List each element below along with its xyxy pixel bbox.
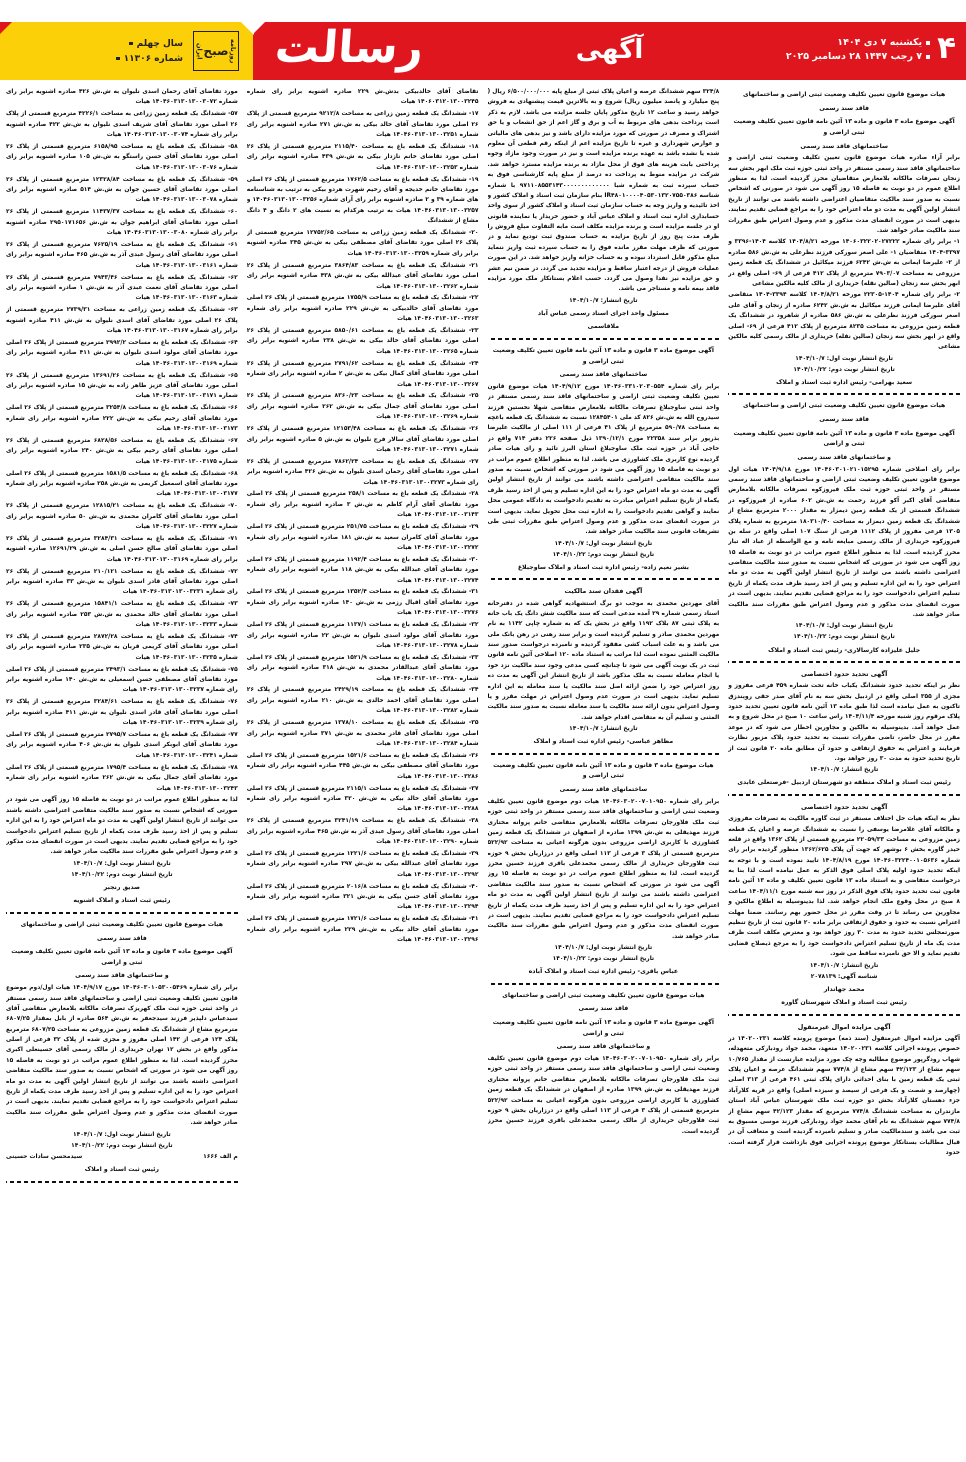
date-lines [786, 26, 930, 62]
column-1-right [728, 87, 960, 1432]
list-item: ۵۷- ششدانگ یک قطعه زمین زراعی به مساحت ۴۲۲۶/۱ مترمربع قسمتی از پلاک ۲۶ اصلی مورد تقاضای آقای شریف اسدی نلیوان به ش.ش ۴۲۲ صادره اشنویه برابر رای شماره ۱۴۰۴۶۰۳۱۳۰۱۳۰۰۳۰۷۴ هیات [6, 111, 238, 139]
signature-name: صدیق رنجبر [103, 883, 141, 891]
heading-line: و ساختمانهای فاقد سند رسمی [556, 1043, 651, 1051]
publication-date: تاریخ انتشار نوبت اول: ۱۴۰۴/۱۰/۷ [73, 1131, 171, 1138]
page-meta [786, 24, 956, 64]
list-item: ۳۰- ششدانگ یک قطعه باغ به مساحت ۱۱۹۲/۴ مترمربع قسمتی از پلاک ۲۶ اصلی مورد تقاضای آقای عبدالله بیکی به ش.ش ۱۱۸ صادره اشنویه برابر رای شماره ۱۴۰۴۶۰۳۱۳۰۱۳۰۰۳۲۷۴ هیات [246, 556, 479, 584]
signature-row [6, 1152, 238, 1163]
issue-label: شماره ۱۱۳۰۶ [123, 53, 183, 64]
heading-line: آگهی فقدان سند مالکیت [564, 587, 643, 596]
list-item: ۴۱- ششدانگ یک قطعه باغ به مساحت ۱۷۲۱/۶ مترمربع قسمتی از پلاک ۲۶ اصلی مورد تقاضای آقای خالد بیکی به ش.ش ۲۲۹ صادره اشنویه برابر رای شماره ۱۴۰۴۶۰۳۱۳۰۱۳۰۰۳۲۹۶ هیات [246, 916, 479, 943]
list-item: ۱۹- ششدانگ یک قطعه باغ به مساحت ۱۷۶۲/۵ مترمربع قسمتی از پلاک ۲۶ اصلی مورد تقاضای خانم خدیجه و آقای رحیم شهرت هردو بیکی به ترتیب به شناسنامه های شماره ۳۹ و ۲ صادره اشنویه برابر رای آرای شماره ۱۴۰۴۶۰۳۱۳۰۱۳۰۰۳۲۵۶ و ۱۴۰۴۶۰۳۱۳۰۱۳۰۰۳۲۵۷ هیات به ترتیب هرکدام به نسبت های ۲ دانگ و ۴ دانگ مشاع از ششدانگ [246, 176, 479, 225]
publication-date: تاریخ انتشار: ۱۴۰۴/۱۰/۷ [569, 726, 638, 733]
list-item: ۲۲- ششدانگ یک قطعه باغ به مساحت ۱۷۵۵/۹ مترمربع قسمتی از پلاک ۲۶ اصلی مورد تقاضای آقای خالدبیکی به ش.ش ۲۲۹ صادره اشنویه برابر رای شماره ۱۴۰۴۶۰۳۱۳۰۱۳۰۰۳۲۶۳ هیات [246, 295, 479, 323]
article-body: نظر بر اینکه تحدید حدود ششدانگ یکباب خانه تحت شماره ۴۵۹ فرعی مفروز و مجزی از ۳۵۵ اصلی واقع در اردبیل بخش سه به نام آقای صدر حقی رویندزق تاکنون به عمل نیامده است لذا طبق ماده ۱۳ آئین نامه قانون تعیین تحدید حدود پلاک مرقوم روز شنبه مورخه ۱۴۰۴/۱۱/۴ راس ساعت ۱۰ صبح در محل شروع و به عمل خواهد آمد. بدینوسیله به مالکین و مجاورین اخطار می شود که در موعد مقرر در محل حاضر، تاضی مقررات نسبت به تحدید حدود پلاک مزبور نظارت فرمایند و اعتراض به حقوق ارتفاقی و حدود آن مطابق ماده ۲۰ قانون ثبت از تاریخ تحدید حدود به مدت ۳۰ روز خواهد بود. [728, 683, 960, 762]
article-body: برابر رای شماره ۱۴۰۴۶۰۳۰۲۰۰۷۰۱۰۹۵۰ هیات دوم موضوع قانون تعیین تکلیف وضعیت ثبتی اراضی و ساختمانهای فاقد سند رسمی مستقر در واحد ثبتی حوزه ثبت ملک فلاورجان تصرفات مالکانه بلامعارض متقاضی خانم پروانه مختاری فرزند مهدیقلی به ش.ش ۱۳۹۹ صادره از اصفهان در ششدانگ یک قطعه زمین کشاورزی با کاربری اراضی مزروعی بدون هرگونه اعیانی به مساحت ۵۲۲/۹۲ مترمربع قسمتی از پلاک ۳ فرعی از ۱۱۳ اصلی واقع در درزاریان بخش ۹ حوزه ثبت فلاورجان خریداری از مالک رسمی محمدعلی باقری فرزند حسین محرز گردیده است. لذا به منظور اطلاع عموم مراتب در دو نوبت به فاصله ۱۵ روز آگهی می شود در صورتی که اشخاص نسبت به صدور سند مالکیت متقاضی اعتراضی داشته باشند می توانند از تاریخ انتشار اولین آگهی به مدت دو ماه اعتراض خود را به این اداره تسلیم و پس از اخذ رسید ظرف مدت یکماه از تاریخ تسلیم اعتراض دادخواست خود را به مراجع قضایی تقدیم نمایند. بدیهی است در صورت انقضای مدت مذکور و عدم وصول اعتراض طبق مقررات سند مالکیت صادر خواهد شد. [487, 798, 720, 940]
signature-title: رئیس ثبت اسناد و املاک اشنویه [73, 897, 171, 905]
heading-line: فاقد سند رسمی [819, 415, 870, 423]
list-item: ۶۵- ششدانگ یک قطعه باغ به مساحت ۱۳۶۹۱/۲۶ مترمربع قسمتی از پلاک ۲۶ اصلی مورد تقاضای آقای عزیز طاهر زاده به ش.ش ۱۵ صادره اشنویه برابر رای شماره ۱۴۰۴۶۰۳۱۳۰۱۳۰۰۳۱۷۱ هیات [6, 372, 238, 400]
article-closing: لذا به منظور اطلاع عموم مراتب در دو نوبت به فاصله ۱۵ روز آگهی می شود در صورتی که اشخاص نسبت به صدور سند مالکیت متقاضی اعتراضی داشته باشند می توانند از تاریخ انتشار اولین آگهی به مدت دو ماه اعتراض خود را به این اداره تسلیم و پس از اخذ رسید ظرف مدت یکماه از تاریخ تسلیم اعتراض دادخواست خود را به مراجع قضایی تقدیم نمایند. بدیهی است در صورت انقضای مدت مذکور و عدم وصول اعتراض طبق مقررات سند مالکیت صادر خواهد شد. [6, 797, 238, 856]
publication-date: تاریخ انتشار نوبت اول: ۱۴۰۴/۱۰/۷ [554, 945, 653, 952]
list-item: ۷۳- ششدانگ یک قطعه باغ به مساحت ۱۵۸۴۱/۱ مترمربع قسمتی از پلاک ۲۶ اصلی مورد تقاضای آقای خالد محمدی به ش.ش ۲۵۳ صادره اشنویه برابر رای شماره ۱۴۰۴۶۰۳۱۳۰۱۳۰۰۳۲۳۳ هیات [6, 601, 238, 629]
signature-line: رئیس ثبت اسناد و املاک منطقه دو شهرستان اردبیل -فرصتعلی عابدی [737, 779, 951, 787]
heading-line: آگهی موضوع ماده ۳ قانون و ماده ۱۳ آئین نامه قانون تعیین تکلیف وضعیت ثبتی اراضی و [733, 118, 955, 136]
heading-line: آگهی موضوع ماده ۳ قانون و ماده ۱۳ آئین نامه قانون تعیین تکلیف وضعیت ثبتی و اراضی [11, 948, 233, 966]
list-item: ۲۶- ششدانگ یک قطعه باغ به مساحت ۱۲۱۵۳/۴۸ مترمربع قسمتی از پلاک ۲۶ اصلی مورد تقاضای آقای سالار فرج نلیوان به ش.ش ۵ صادره اشنویه برابر رای شماره ۱۴۰۴۶۰۳۱۳۰۱۳۰۰۳۲۷۱ هیات [246, 426, 479, 453]
section-title: آگهی [575, 35, 644, 65]
signature-line: مسئول واحد اجرای اسناد رسمی عباس آباد [537, 309, 669, 317]
article-heading [728, 669, 960, 680]
list-item: ۷۶- ششدانگ یک قطعه باغ به مساحت ۳۲۸۴/۶۱ مترمربع قسمتی از پلاک ۲۶ اصلی مورد تقاضای آقای قادر اسدی نلیوان به ش.ش ۴۱۱ صادره اشنویه برابر رای شماره ۱۴۰۴۶۰۳۱۳۰۱۳۰۰۳۲۳۹ هیات [6, 699, 238, 727]
list-item: ۲۱- ششدانگ یک قطعه باغ به مساحت ۳۸۶۴/۸۳ مترمربع قسمتی از پلاک ۲۶ اصلی مورد تقاضای آقای عبدالله بیکی به ش.ش ۴۳۸ صادره اشنویه برابر رای شماره ۱۴۰۴۶۰۳۱۳۰۱۳۰۰۳۲۶۲ هیات [246, 262, 479, 290]
heading-line: ساختمانهای فاقد سند رسمی [559, 371, 648, 379]
heading-line: ساختمانهای فاقد سند رسمی [559, 786, 648, 794]
list-item: ۲۸- ششدانگ یک قطعه باغ به مساحت ۲۵۸/۱ مترمربع قسمتی از پلاک ۲۶ اصلی مورد تقاضای آقای آرام کاظم به ش.ش ۳ صادره اشنویه برابر رای شماره ۱۴۰۴۶۰۳۱۳۰۱۳۰۰۳۱۴۳ هیات [246, 491, 479, 519]
publication-date: تاریخ انتشار نوبت دوم: ۱۴۰۴/۱۰/۲۲ [552, 956, 655, 963]
article-separator [488, 753, 720, 756]
year-row [116, 39, 183, 49]
list-item: ۶۲- ششدانگ یک قطعه باغ به مساحت ۷۹۴۳/۴۶ مترمربع قسمتی از پلاک ۲۶ اصلی مورد تقاضای آقای نعمت عبدی آذر به ش.ش ۱ صادره اشنویه برابر رای شماره ۱۴۰۴۶۰۳۱۳۰۱۳۰۰۳۱۶۳ هیات [6, 274, 238, 302]
article-separator [728, 661, 960, 664]
list-item: ۷۸- ششدانگ یک قطعه باغ به مساحت ۱۷۹۵/۴ مترمربع قسمتی از پلاک ۲۶ اصلی مورد تقاضای آقای جمال بیکی به ش.ش ۲۶۲ صادره اشنویه برابر رای شماره ۱۴۰۴۶۰۳۱۳۰۱۳۰۰۳۲۴۳ هیات [6, 764, 238, 792]
list-item: ۶۴- ششدانگ یک قطعه باغ به مساحت ۲۹۹۲/۲ مترمربع قسمتی از پلاک ۲۶ اصلی مورد تقاضای آقای مولود اسدی نلیوان به ش.ش ۴۱۱ صادره اشنویه برابر رای شماره ۱۴۰۴۶۰۳۱۳۰۱۳۰۰۳۱۶۹ هیات [6, 339, 238, 367]
bullet-square-icon [926, 41, 930, 45]
list-item: ۷۰- ششدانگ یک قطعه باغ به مساحت ۱۲۸۱۵/۲۱ مترمربع قسمتی از پلاک ۲۶ اصلی مورد تقاضای آقای کامران محمدی به ش.ش ۵۰ صادره اشنویه برابر رای شماره ۱۴۰۴۶۰۳۱۳۰۱۳۰۰۳۲۲۷ هیات [6, 503, 238, 531]
bullet-square-icon [129, 42, 133, 46]
heading-line: فاقد سند رسمی [96, 934, 147, 942]
article-heading [488, 346, 720, 381]
list-item: ۷۲- ششدانگ یک قطعه باغ به مساحت ۲۱۰/۱۲۱ مترمربع قسمتی از پلاک ۲۶ اصلی مورد تقاضای آقای قادر اسدی نلیوان به ش.ش ۳۳ صادره اشنویه برابر رای شماره ۱۴۰۴۶۰۳۱۳۰۱۳۰۰۳۲۳۱ هیات [6, 568, 238, 596]
publication-date: تاریخ انتشار: ۱۴۰۴/۱۰/۷ [809, 962, 879, 969]
list-item: ۷۱- ششدانگ یک قطعه باغ به مساحت ۳۲۸۴/۳۱ مترمربع قسمتی از پلاک ۲۶ اصلی مورد تقاضای آقای صالح حسن اصلی به ش.ش ۱۲۶۹۱/۲۹ صادره اشنویه برابر رای شماره ۱۴۰۴۶۰۳۱۳۰۱۳۰۰۳۱۶۹ هیات [6, 536, 238, 563]
issue-row [116, 54, 183, 64]
corner-notch-red-icon [0, 22, 12, 34]
list-item: ۳۴- ششدانگ یک قطعه باغ به مساحت ۲۴۲۹/۱۹ مترمربع قسمتی از پلاک ۲۶ اصلی مورد تقاضای آقای احمد خالدی به ش.ش ۲۱۰ صادره اشنویه برابر رای شماره ۱۴۰۴۶۰۳۱۳۰۱۳۰۰۳۲۸۲ هیات [246, 687, 479, 715]
list-item: ۲۹- ششدانگ یک قطعه باغ به مساحت ۲۵۱/۷۵ مترمربع قسمتی از پلاک ۲۶ اصلی مورد تقاضای آقای کامران سعید به ش.ش ۱۸۱ صادره اشنویه برابر رای شماره ۱۴۰۴۶۰۳۱۳۰۱۳۰۰۳۲۷۲ هیات [246, 524, 479, 551]
list-item: ۲۳- ششدانگ یک قطعه باغ به مساحت ۵۸۵۰/۶۱ مترمربع قسمتی از پلاک ۲۶ اصلی مورد تقاضای آقای خالد بیکی به ش.ش ۲۳۸ صادره اشنویه برابر رای شماره ۱۴۰۴۶۰۳۱۳۰۱۳۰۰۳۲۶۵ هیات [246, 328, 479, 355]
article-separator [728, 794, 960, 797]
column-3-mid-left [247, 87, 479, 1432]
page-number: ۴ [937, 30, 956, 66]
list-item: ۲۵- ششدانگ یک قطعه باغ به مساحت ۸۳۶۰/۲۳ مترمربع قسمتی از پلاک ۲۶ اصلی مورد تقاضای آقای جمال بیکی به ش.ش ۲۶۲ صادره اشنویه برابر رای شماره ۱۴۰۴۶۰۳۱۳۰۱۳۰۰۳۲۶۹ هیات [246, 393, 479, 421]
list-item: ۲۷- ششدانگ یک قطعه باغ به مساحت ۷۸۶۲/۲۴ مترمربع قسمتی از پلاک ۲۶ اصلی مورد تقاضای آقای رحمان اسدی نلیوان به ش.ش ۴۲۶ صادره اشنویه برابر رای شماره ۱۴۰۴۶۰۳۱۳۰۱۳۰۰۳۲۷۳ هیات [246, 458, 479, 486]
article-body: مورد تقاضای آقای رحمان اسدی نلیوان به ش.ش ۴۲۶ صادره اشنویه برابر رای شماره ۱۴۰۴۶۰۳۱۳۰۱۳۰۰۳۰۷۲ هیات [6, 89, 238, 106]
list-item: ۲۴- ششدانگ یک قطعه باغ به مساحت ۲۷۹۱/۶۲ مترمربع قسمتی از پلاک ۲۶ اصلی مورد تقاضای آقای کمال بیکی به ش.ش ۲ صادره اشنویه برابر رای شماره ۱۴۰۴۶۰۳۱۳۰۱۳۰۰۳۲۶۷ هیات [246, 360, 479, 388]
article-heading [488, 586, 720, 597]
article-separator [488, 578, 720, 581]
date-solar: یکشنبه ۷ دی ۱۴۰۴ [837, 37, 923, 48]
article-body: برابر رای اصلاحی شماره ۱۴۰۴۶۰۳۰۱۰۲۱۰۱۵۲۹۵ مورخ ۱۴۰۴/۹/۱۸ هیات اول موضوع قانون تعیین تکلیف وضعیت ثبتی اراضی و ساختمانهای فاقد سند رسمی مستقر در واحد ثبتی حوزه ثبت ملک فیروزکوه تصرفات مالکانه بلامعارض متقاضی آقای اکبر آکو فرزند رحمت به ش.ش ۶۰۲ صادره از فیروزکوه در ششدانگ قسمتی از یک قطعه زمین دیمزار به مقدار ۲۰۰۰ مترمربع مشاع از ششدانگ یک قطعه زمین دیمزار به مساحت ۱۸۰۳۱۰/۴۰ مترمربع به شماره پلاک ۱۳۰۵ فرعی مفروز از پلاک ۱۱۱۲ فرعی از سنگ ۱۰۷ اصلی واقع در سله بن فیروزکوه خریداری از مالک رسمی مبایعه نامه و مع الواسطه از عباد اله تبار محرز گردیده است. لذا به منظور اطلاع عموم مراتب در دو نوبت به فاصله ۱۵ روز آگهی می شود در صورتی که اشخاص نسبت به صدور سند مالکیت متقاضی اعتراضی داشته باشند می توانند از تاریخ انتشار اولین آگهی به مدت دو ماه اعتراض خود را به این اداره تسلیم و پس از اخذ رسید ظرف مدت یکماه از تاریخ تسلیم اعتراض دادخواست خود را به مراجع قضایی تقدیم نمایند. بدیهی است در صورت انقضای مدت مذکور و عدم وصول اعتراض طبق مقررات سند مالکیت صادر خواهد شد. [728, 466, 960, 619]
list-item: ۶۳- ششدانگ یک قطعه زمین زراعی به مساحت ۲۷۳۹/۳۱ مترمربع قسمتی از پلاک ۲۶ اصلی مورد تقاضای آقای اسدی نلیوان به ش.ش ۴۱۱ صادره اشنویه برابر رای شماره ۱۴۰۴۶۰۳۱۳۰۱۳۰۰۳۱۶۷ هیات [6, 307, 238, 335]
newspaper-page [0, 22, 966, 1462]
signature-line: بشیر نعیم زاده- رئیس اداره ثبت اسناد و املاک ساوجبلاغ [517, 563, 689, 571]
list-item: ۲۰- ششدانگ یک قطعه زمین زراعی به مساحت ۱۲۷۵۲/۶۵ مترمربع قسمتی از پلاک ۲۶ اصلی مورد تقاضای آقای مصطفی بیکی به ش.ش ۳۴۵ صادره اشنویه برابر رای شماره ۱۴۰۴۶۰۳۱۳۰۱۳۰۰۳۲۵۹ هیات [246, 230, 479, 257]
article-body: برابر رای شماره ۱۴۰۴۶۰۳۰۱۰۵۳۰۰۵۴۶۹ مورخ ۱۴۰۴/۹/۱۷ هیات اول/دوم موضوع قانون تعیین تکلیف وضعیت ثبتی اراضی و ساختمانهای فاقد سند رسمی مستقر در واحد ثبتی حوزه ثبت ملک کهریزک تصرفات مالکانه بلامعارض متقاضی آقای سیدعباس دلپذیر فرزند سیدجعفر به ش.ش ۵۶۴ صادره از بابل بمقدار ۶۸۰۷/۲۵ مترمربع مشاع از ششدانگ یک قطعه زمین مزروعی به مساحت ۶۸۰۷/۲۵ مترمربع پلاک ۱۲۴ فرعی از ۱۴۲ اصلی مفروز و مجزی شده از پلاک ۳۲ فرعی از اصلی مذکور واقع در بخش ۱۲ تهران خریداری از مالک رسمی آقای حسینعلی اکبری محرز گردیده است. لذا به منظور اطلاع عموم مراتب در دو نوبت به فاصله ۱۵ روز آگهی می شود در صورتی که اشخاص نسبت به صدور سند مالکیت متقاضی اعتراضی داشته باشند می توانند از تاریخ انتشار اولین آگهی به مدت دو ماه اعتراض خود را به این اداره تسلیم و پس از اخذ رسید ظرف مدت یکماه از تاریخ تسلیم اعتراض دادخواست خود را به مراجع قضایی تقدیم نمایند. بدیهی است در صورت انقضای مدت مذکور و عدم وصول اعتراض طبق مقررات سند مالکیت صادر خواهد شد. [6, 985, 238, 1127]
article-heading [6, 920, 238, 982]
article-separator [728, 1014, 960, 1017]
article-heading [728, 802, 960, 813]
article-separator [6, 912, 238, 915]
list-item: ۶۸- ششدانگ یک قطعه باغ به مساحت ۱۵۸۱/۵ مترمربع قسمتی از پلاک ۲۶ اصلی مورد تقاضای آقای اسمعیل کریمی به ش.ش ۲۵۸ صادره اشنویه برابر رای شماره ۱۴۰۴۶۰۳۱۳۰۱۳۰۰۳۱۷۷ هیات [6, 470, 238, 498]
heading-line: هیات موضوع قانون تعیین تکلیف وضعیت ثبتی اراضی و ساختمانهای [20, 920, 223, 928]
column-2-mid-right [488, 87, 720, 1432]
list-item: ۷۷- ششدانگ یک قطعه باغ به مساحت ۲۷۹۵/۷ مترمربع قسمتی از پلاک ۲۶ اصلی مورد تقاضای آقای ابوبکر اسدی نلیوان به ش.ش ۴۰۶ صادره اشنویه برابر رای شماره ۱۴۰۴۶۰۳۱۳۰۱۳۰۰۳۲۴۱ هیات [6, 732, 238, 759]
heading-line: هیات موضوع قانون تعیین تکلیف وضعیت ثبتی اراضی و ساختمانهای [502, 991, 705, 999]
article-body: برابر رای شماره ۱۴۰۴۶۰۳۰۲۰۰۷۰۱۰۹۵۰ هیات دوم موضوع قانون تعیین تکلیف وضعیت ثبتی اراضی و ساختمانهای فاقد سند رسمی مستقر در واحد ثبتی حوزه ثبت ملک فلاورجان تصرفات مالکانه بلامعارض متقاضی خانم پروانه مختاری فرزند مهدیقلی به ش.ش ۱۳۹۹ صادره از اصفهان در ششدانگ یک قطعه زمین کشاورزی با کاربری اراضی مزروعی بدون هرگونه اعیانی به مساحت ۵۲۲/۹۲ مترمربع قسمتی از پلاک ۳ فرعی از ۱۱۳ اصلی واقع در درزاریان بخش ۹ حوزه ثبت فلاورجان خریداری از مالک رسمی محمدعلی باقری فرزند حسین محرز گردیده است. [487, 1056, 720, 1135]
list-item: ۳۷- ششدانگ یک قطعه باغ به مساحت ۲۱۱۵/۱ مترمربع قسمتی از پلاک ۲۶ اصلی مورد تقاضای آقای خالد بیکی به ش.ش ۳۲۰ صادره اشنویه برابر رای شماره ۱۴۰۴۶۰۳۱۳۰۱۳۰۰۳۲۸۸ هیات [246, 785, 479, 813]
article-body: ۱- برابر رای شماره ۱۴۰۶۰۳۲۲۰۲۰۲۷۲۲۲ مورخه ۱۴۰۴/۸/۲۱ کلاسه ۱۴۰۴-۳۳۹۶ و ۳۳۹۷-۱۴۰۴ متقاضیان ۱- علی اصغر سورکی فرزند نظرعلی به ش.ش ۵۸۶ صادره از ۲- علیرضا ایمانی به ش.ش ۶۲۴۲ فرزند میکائیل در ششدانگ یک قطعه زمین مزروعی به مساحت ۷۹۰۳/۰۷ مترمربع از پلاک ۴۱۲ فرعی از ۶۹- اصلی واقع در ابهر بخش سه زنجان (صالین نقله) خریداری از مالک کلیه مالکین مشاعی [728, 239, 960, 287]
list-item: ۵۸- ششدانگ یک قطعه باغ به مساحت ۶۱۵۸/۹۵ مترمربع قسمتی از پلاک ۲۶ اصلی مورد تقاضای آقای حسن راستگو به ش.ش ۱۰۵ صادره اشنویه برابر رای شماره ۱۴۰۴۶۰۳۱۳۰۱۳۰۰۳۰۷۶ هیات [6, 143, 238, 171]
masthead-yellow-band [0, 22, 253, 80]
heading-line: هیات موضوع قانون تعیین تکلیف وضعیت ثبتی اراضی و ساختمانهای [743, 91, 946, 98]
content-columns [0, 80, 966, 1428]
bullet-square-icon [926, 55, 930, 59]
heading-line: آگهی موضوع ماده ۳ قانون و ماده ۱۳ آئین نامه قانون تعیین تکلیف وضعیت ثبتی و اراضی [733, 429, 955, 448]
publication-date: تاریخ انتشار نوبت اول: ۱۴۰۴/۱۰/۷ [795, 623, 893, 630]
list-item: ۵۹- ششدانگ یک قطعه باغ به مساحت ۱۲۳۲۸/۸۴ مترمربع قسمتی از پلاک ۲۶ اصلی مورد تقاضای آقای حسین جوان به ش.ش ۵۱۴ صادره اشنویه برابر رای شماره ۱۴۰۴۶۰۳۱۳۰۱۳۰۰۳۰۷۸ هیات [6, 176, 238, 204]
heading-line: فاقد سند رسمی [578, 1005, 629, 1013]
newspaper-brand-logo: رسالت [273, 22, 426, 73]
article-separator [6, 1181, 238, 1184]
article-heading [728, 1022, 960, 1033]
article-body: تقاضای آقای خالدبیکی بدش.ش ۲۲۹ صادره اشنویه برابر رای شماره ۱۴۰۶۰۳۱۲۰۱۳۰۰۳۲۴۵ هیات [246, 89, 479, 106]
heading-line: و ساختمانهای فاقد سند رسمی [797, 453, 891, 461]
heading-line: آگهی مزایده اموال غیرمنقول [797, 1022, 891, 1031]
issue-meta [116, 39, 183, 64]
list-item: ۳۱- ششدانگ یک قطعه باغ به مساحت ۱۳۵۲/۴ مترمربع قسمتی از پلاک ۲۶ اصلی مورد تقاضای آقای اقبال رزمی به ش.ش ۱۴۰ صادره اشنویه برابر رای شماره ۱۴۰۴۶۰۳۱۳۰۱۳۰۰۳۲۷۶ هیات [246, 589, 479, 617]
heading-line: آگهی تحدید حدود اختصاصی [800, 670, 888, 679]
article-body: آگهی مزایده اموال غیرمنقول (سند ذمه) موضوع پرونده کلاسه ۱۴۰۲۰۰۲۳۱ در خصوص پرونده اجرائی کلاسه ۱۴۰۲۰۰۲۳۱ متعهد، محمد جواد رودبارکی متعهدله، شهاب رودگرپور موضوع مطالبه وجه چک مورد مزایده عبارتست از مقدار ۱۰/۷۶۵ سهم مشاع از ۴۲/۱۲۳ سهم مشاع از ۷۷۴/۸ سهم ششدانگ عرصه و اعیان پلاک ثبتی یک قطعه زمین با بنای احداثی دارای پلاک ثبتی ۴۶۱ فرعی از ۳۱۳ اصلی (چهارصد و شصت و یک فرعی از سیصد و سیزده اصلی) واقع در قریه کلارآباد جزء دهستان کلارآباد بخش دو حوزه ثبت ملک شهرستان عباس آباد استان مازندران به مساحت ششدانگ ۷۷۴/۸ مترمربع که مقدار ۴۲/۱۲۳ سهم مشاع از ۷۷۴/۸ سهم ششدانگ به نام آقای محمد جواد رودبارکی فرزند موسی مسبوق به ثبت می باشد و سندمالکیت صادر و تسلیم نامبرده گردیده است و متعاقب آن در قبال مطالبات بستانکار موضوع پرونده اجرایی فوق بازداشت قرار گرفته است. حدود [728, 1035, 960, 1157]
malef-code: م الف ۱۶۶۶ [203, 1152, 238, 1160]
article-heading [728, 90, 960, 152]
date-other-row [786, 51, 930, 62]
date-solar-row [786, 37, 930, 48]
publication-date: تاریخ انتشار نوبت دوم: ۱۴۰۴/۱۰/۲۲ [793, 634, 895, 641]
signature-line: عباس باقری- رئیس اداره ثبت اسناد و املاک آباده [528, 968, 679, 976]
list-item: ۴۰- ششدانگ یک قطعه باغ به مساحت ۲۰۱۶/۸ مترمربع قسمتی از پلاک ۲۶ اصلی مورد تقاضای آقای حسن بیکی به ش.ش ۳۲۱ صادره اشنویه برابر رای شماره ۱۴۰۴۶۰۳۱۳۰۱۳۰۰۳۲۹۴ هیات [246, 883, 479, 911]
publication-date: تاریخ انتشار نوبت اول: ۱۴۰۴/۱۰/۷ [73, 860, 171, 867]
list-item: ۳۹- ششدانگ یک قطعه باغ به مساحت ۱۲۲۱/۶ مترمربع قسمتی از پلاک ۲۶ اصلی مورد تقاضای آقای عبدالله بیکی به ش.ش ۲۹۷ صادره اشنویه برابر رای شماره ۱۴۰۴۶۰۳۱۳۰۱۳۰۰۳۲۹۲ هیات [246, 850, 479, 878]
publication-date: تاریخ انتشار نوبت دوم: ۱۴۰۴/۱۰/۲۲ [71, 871, 173, 878]
year-label: سال چهلم [136, 38, 183, 49]
article-heading [488, 761, 720, 796]
bullet-square-icon [116, 57, 120, 61]
signature-line: محمد جهاندار [823, 985, 865, 993]
list-item: ۳۵- ششدانگ یک قطعه باغ به مساحت ۱۳۷۸/۱۰ مترمربع قسمتی از پلاک ۲۶ اصلی مورد تقاضای آقای قادر محمدی به ش.ش ۳۷۱ صادره اشنویه برابر رای شماره ۱۴۰۴۶۰۳۱۳۰۱۳۰۰۳۲۸۴ هیات [246, 720, 479, 747]
signature-line: جلیل علیزاده کارسالاری- رئیس ثبت اسناد و املاک [768, 646, 921, 654]
logo-line-left: ایران [195, 42, 204, 60]
heading-line: و ساختمانهای فاقد سند رسمی [75, 972, 169, 980]
list-item: ۳۶- ششدانگ یک قطعه باغ به مساحت ۱۵۲۱/۶ مترمربع قسمتی از پلاک ۲۶ اصلی مورد تقاضای آقای مصطفی بیکی به ش.ش ۴۴۵ صادره اشنویه برابر رای شماره ۱۴۰۴۶۰۳۱۳۰۱۳۰۰۳۲۸۶ هیات [246, 752, 479, 780]
article-body: برابر رای شماره ۱۴۰۴۶۰۳۳۱۰۲۰۳۰۵۵۴ مورخ ۱۴۰۴/۹/۱۲ هیات موضوع قانون تعیین تکلیف وضعیت ثبتی اراضی و ساختمانهای فاقد سند رسمی مستقر در واحد ثبتی ساوجبلاغ تصرفات مالکانه بلامعارض متقاضی شهلا نخستین فرزند سیدروح الله به ش.ش ۸۲۶ کد ملی ۱۲۸۴۵۴۰۱ نسبت به ششدانگ یک قطعه باغچه به مساحت ۵۹۰/۷۸ مترمربع از پلاک ۴۱ فرعی از ۱۱۱ اصلی از مالکیت علیرضا بذرپور برابر سند ۲۲۳۵۸ مورخ ۱۳۹۰/۱۲/۱ ذیل صفحه ۲۲۶ دفتر ۷۱۴ واقع در حاجی آباد در حوزه ثبت ملک ساوجبلاغ استان البرز تائید و رای هیات صادر گردیده نوع کاربری ملک کشاورزی می باشد. لذا به منظور اطلاع عموم مراتب در دو نوبت به فاصله ۱۵ روز آگهی می شود در صورتی که اشخاص نسبت به صدور سند مالکیت متقاضی اعتراضی داشته باشند می توانند از تاریخ انتشار اولین آگهی به مدت دو ماه اعتراض خود را به این اداره تسلیم و پس از اخذ رسید ظرف یکماه از تاریخ تسلیم اعتراض مبادرت به تقدیم دادخواست به دادگاه عمومی محل نمایند و گواهی تقدیم دادخواست را به اداره ثبت محل تحویل نماید. بدیهی است در صورت انقضای مدت مذکور و عدم وصول اعتراض طبق مقررات ثبتی طی تشریفات قانونی سند مالکیت صادر خواهد شد. [487, 383, 720, 536]
article-body: ۲- برابر رای شماره ۱۴۰۴-۲۲۳۰۵ مورخه ۱۴۰۴/۸/۲۱ کلاسه ۳۳۹۴-۱۴۰۴ متقاضی آقای علیرضا ایمانی فرزند میکائیل به ش.ش ۶۲۴۲ صادره از زنجان و آقای علی اصغر سورکی فرزند نظرعلی به ش.ش ۵۸۶ صادره از شاهرود در ششدانگ یک قطعه زمین مزروعی به مساحت ۸۲۳۵ مترمربع از پلاک ۴۱۲ فرعی از ۶۹- اصلی واقع در ابهر بخش سه زنجان (صالین نقله) خریداری از مالک رسمی کلیه مالکین مشاعی [728, 292, 960, 351]
publication-date: تاریخ انتشار نوبت دوم: ۱۴۰۴/۱۰/۲۲ [71, 1142, 173, 1149]
signature-line: رئیس ثبت اسناد و املاک شهرستان گاوره [781, 999, 907, 1007]
article-separator [488, 983, 720, 986]
list-item: ۳۸- ششدانگ یک قطعه باغ به مساحت ۳۲۴۱/۱۹ مترمربع قسمتی از پلاک ۲۶ اصلی مورد تقاضای آقای رسول عبدی آذر به ش.ش ۴۶۵ صادره اشنویه برابر رای شماره ۱۴۰۴۶۰۳۱۳۰۱۳۰۰۳۲۹۰ هیات [246, 818, 479, 845]
publication-date: شناسه آگهی: ۲۰۷۸۱۳۹ [810, 973, 878, 980]
list-item: ۱۸- ششدانگ یک قطعه باغ به مساحت ۲۱۱۵/۴۰ مترمربع قسمتی از پلاک ۲۶ اصلی مورد تقاضای خانم نازدار بیکی به ش.ش ۴۳۹ صادره اشنویه برابر رای شماره ۱۴۰۴۶۰۳۱۳۰۱۳۰۰۳۲۵۳ هیات [246, 143, 479, 171]
signature-title: رئیس ثبت اسناد و املاک [84, 1166, 159, 1174]
publication-date: تاریخ انتشار: ۱۴۰۴/۱۰/۷ [809, 767, 879, 774]
logo-line-mid: صبح [203, 44, 229, 58]
publication-date: تاریخ انتشار: ۱۴۰۴/۱۰/۷ [569, 297, 638, 304]
list-item: ۳۲- ششدانگ یک قطعه باغ به مساحت ۱۱۳۷/۱ مترمربع قسمتی از پلاک ۲۶ اصلی مورد تقاضای آقای مولود اسدی نلیوان به ش.ش ۲۲ صادره اشنویه برابر رای شماره ۱۴۰۴۶۰۳۱۳۰۱۳۰۰۳۲۷۸ هیات [246, 622, 479, 649]
column-4-left [6, 87, 238, 1432]
article-heading [728, 401, 960, 463]
list-item: ۱۷- ششدانگ یک قطعه زمین زراعی به مساحت ۹۲۱۲/۸ مترمربع قسمتی از پلاک ۲۶ اصلی مورد تقاضای آقای خالد بیکی به ش.ش ۲۷۱ صادره اشنویه برابر رای شماره ۱۴۰۴۶۰۳۱۳۰۱۳۰۰۳۲۵۱ هیات [246, 111, 479, 139]
date-other: ۷ رجب ۱۴۴۷ ۲۸ دسامبر ۲۰۲۵ [785, 51, 923, 62]
masthead-red-band [253, 22, 966, 80]
logo-line-right: روزنامه [229, 38, 238, 64]
signature-line: ملاقاسمی [587, 323, 620, 331]
heading-line: ساختمانهای فاقد سند رسمی [800, 142, 888, 150]
list-item: ۶۱- ششدانگ یک قطعه باغ به مساحت ۷۶۲۵/۱۹ مترمربع قسمتی از پلاک ۲۶ اصلی مورد تقاضای آقای رسول عبدی آذر به ش.ش ۴۶۵ صادره اشنویه برابر رای شماره ۱۴۰۴۶۰۳۱۳۰۱۳۰۰۳۱۶۱ هیات [6, 241, 238, 269]
publication-date: تاریخ انتشار نوبت اول: ۱۴۰۴/۱۰/۷ [554, 540, 653, 547]
publication-date: تاریخ انتشار نوبت اول: ۱۴۰۴/۱۰/۷ [795, 355, 893, 362]
publication-date: تاریخ انتشار نوبت دوم: ۱۴۰۴/۱۰/۲۲ [793, 366, 895, 373]
heading-line: آگهی موضوع ماده ۳ قانون و ماده ۱۳ آئین نامه قانون تعیین تکلیف وضعیت ثبتی اراضی و [492, 346, 715, 365]
publisher-logo [193, 31, 239, 71]
article-body: ۳۲۴/۸ سهم ششدانگ عرصه و اعیان پلاک ثبتی از مبلغ پایه ۶/۵۰۰/۰۰۰/۰۰۰ ریال ( پنج میلیارد و پانصد میلیون ریال) شروع و به بالاترین قیمت پیشنهادی به فروش خواهد رسید و ساعت ۱۲ تاریخ مذکور پایان جلسه مزایده می باشد. لازم به ذکر است پرداخت بدهی های مربوط به آب و برق و گاز اعم از حق انشعاب و یا حق اشتراک و مصرف در صورتی که مورد مزایده دارای باشد و نیز بدهی های مالیاتی و عوارض شهرداری و غیره تا تاریخ مزایده اعم از اینکه رقم قطعی آن معلوم شده یا نشده باشد به عهده برنده مزایده است و نیز در صورت وجود مازاد وجوه پرداختی بابت هزینه های فوق از محل مازاد به برنده مزایده مسترد خواهد شد. شرکت در مزایده منوط به پرداخت ده درصد از مبلغ پایه کارشناسی فوق به حساب سپرده ثبت به شماره شبا ۹۷۱۱۰۸۵۵۳۱۴۳۰۰۰۰۰۰۰۰۰۰۰۰۰ با شماره شناسه IR۴۸۰۱۰۰۰۰۴۰۵۳۰۱۳۲۰۷۵۵۰۳۸۶ بنام سازمان ثبت اسناد و املاک کشور و اخذ تائیدیه و واریز وجه به حساب سازمان ثبت اسناد و املاک کشور از سوی واحد حسابداری اداره ثبت اسناد و املاک عباس آباد و حضور خریدار یا نماینده قانونی او در جلسه مزایده است و برنده مزایده مکلف است مابه التفاوت مبلغ فروش را ظرف مدت پنج روز از تاریخ مزایده به حساب صندوق ثبت تودیع نماید و در صورتی که ظرف مهلت مقرر مانده فوق را به حساب سپرده ثبت واریز ننماید مبلغ مذکور قابل استرداد نبوده و به حساب خزانه واریز خواهد شد. در این صورت عملیات فروش از درجه اعتبار ساقط و مزایده تجدید می گردد. در ضمن نیم عشر و حق مزایده نیز نقدا وصول می گردد. حسب اعلام بستانکار ملک مورد مزایده فاقد بیمه نامه و مستاجر می باشد. [487, 89, 720, 293]
heading-line: هیات موضوع ماده ۳ قانون و ماده ۱۳ آئین نامه قانون تعیین تکلیف وضعیت ثبتی اراضی و [493, 761, 714, 780]
article-separator [728, 393, 960, 396]
corner-notch-icon [241, 22, 254, 35]
signature-name: سیدمحسن سادات حسینی [6, 1152, 83, 1160]
masthead [0, 22, 966, 80]
article-heading [488, 991, 720, 1053]
heading-line: فاقد سند رسمی [819, 104, 870, 112]
article-body: آقای مهردین محمدی به موجب دو برگ استشهادیه گواهی شده در دفترخانه اسناد رسمی شماره ۲۹ آمده مدعی است که سند مالکیت شش دانگ یک باب خانه به پلاک ثبتی ۸۷ بلاک ۱۱۹۲ واقع در بخش یک که به شماره چاپی ۱۱۴۲ به نام مهردین محمدی صادر و تسلیم گردیده است و برابر سند رهنی در رهن بانک ملی می باشد و به علت اسباب کشی مفقود گردیده و نامبرده درخواست صدور سند مالکیت المثنی نموده است لذا مراتب به استناد ماده ۱۲۰ اصلاحی آئین نامه قانون ثبت در یک نوبت آگهی می شود تا چنانچه کسی مدعی وجود سند مالکیت نزد خود یا انجام معامله نسبت به ملک مذکور باشد از تاریخ انتشار این آگهی به مدت ده روز اعتراض خود را ضمن ارائه اصل سند مالکیت یا سند معامله به این اداره تسلیم نماید. بدیهی است در صورت عدم وصول اعتراض در مهلت مقرر و یا وصول اعتراض بدون ارائه سند مالکیت یا سند معامله نسبت به صدور سند مالکیت المثنی و تسلیم آن به متقاضی اقدام خواهد شد. [487, 600, 720, 721]
list-item: ۶۰- ششدانگ یک قطعه باغ به مساحت ۱۱۴۳۷/۳۷ مترمربع قسمتی از پلاک ۲۶ اصلی مورد تقاضای آقای ابراهیم جوان به ش.ش ۲۹۵۰۱۷۱۶۵۶ صادره اشنویه برابر رای شماره ۱۴۰۴۶۰۳۱۳۰۱۳۰۰۳۰۸۰ هیات [6, 209, 238, 237]
article-body: نظر به اینکه هیات حل اختلاف مستقر در ثبت گاوره مالکیت به تصرفات مفروزی و مالکانه آقای غلامرضا یوسفی را نسبت به ششدانگ عرصه و اعیان یک قطعه زمین مزروعی به مساحت ۲۲۰۵۹/۳۳ مترمربع قسمتی از پلاک ۱۳۶۲ واقع در قلعه حیدر گاوره بخش ۶ بوشهر که جهت آن پلاک ۱۳۶۲/۶۲۵ منظور گردیده برابر رای شماره ۱۴۰۴۶۰۳۲۲۴۰۰۱۰۵۶۳۶ مورخ ۱۴۰۴/۸/۱۹ تایید نموده است و با توجه به اینکه تحدید حدود اولیه پلاک اصلی فوق الذکر به عمل نیامده است لذا بنا به درخواست متقاضی و به استناد ماده ۱۳ قانون تعیین تکلیف و ماده ۱۳ آئین نامه قانون ثبت تحدید حدود پلاک فوق الذکر در روز سه شنبه مورخ ۱۴۰۴/۱۱/۱ ساعت ۸ صبح در محل وقوع ملک انجام خواهد شد. لذا بدینوسیله به اطلاع مالکین و مجاورین می رساند تا در وقت مقرر در محل حضور بهم رسانند. ضمنا مهلت اعتراض نسبت به حدود و حقوق ارتفاقی برابر ماده ۲۰ قانون ثبت از تاریخ تنظیم صورتمجلس تحدید حدود به مدت ۳۰ روز خواهد بود و معترض مکلف است ظرف مدت یک ماه از تاریخ تسلیم اعتراض دادخواست خود را به مرجع ذیصلاح قضایی تقدیم نماید و الا حق نامبرده ساقط می شود. [728, 816, 960, 958]
list-item: ۷۵- ششدانگ یک قطعه باغ به مساحت ۲۴۹۳/۱ مترمربع قسمتی از پلاک ۲۶ اصلی مورد تقاضای آقای مصطفی حسن اسمعیلی به ش.ش ۱۴۰ صادره اشنویه برابر رای شماره ۱۴۰۴۶۰۳۱۳۰۱۳۰۰۳۲۳۷ هیات [6, 666, 238, 694]
heading-line: هیات موضوع قانون تعیین تکلیف وضعیت ثبتی اراضی و ساختمانهای [743, 402, 946, 410]
heading-line: آگهی تحدید حدود اختصاصی [800, 802, 888, 811]
article-body: برابر آراء صادره هیات موضوع قانون تعیین تکلیف وضعیت ثبتی اراضی و ساختمانهای فاقد سند رسمی مستقر در واحد ثبتی حوزه ثبت ملک ابهر بخش سه زنجان تصرفات مالکانه بلامعارض متقاضیان محرز گردیده است. لذا به منظور اطلاع عموم در دو نوبت به فاصله ۱۵ روز آگهی می شود در صورتی که اشخاص نسبت به صدور سند مالکیت متقاضیان اعتراضی داشته باشند می توانند از تاریخ انتشار اولین آگهی به مدت دو ماه اعتراض خود را به مراجع قضایی تقدیم نمایند. بدیهی است در صورت انقضای مدت مذکور و عدم وصول اعتراض طبق مقررات سند مالکیت صادر خواهد شد. [728, 155, 960, 235]
list-item: ۷۴- ششدانگ یک قطعه باغ به مساحت ۲۸۷۲/۲۸ مترمربع قسمتی از پلاک ۲۶ اصلی مورد تقاضای آقای کریمی قربان به ش.ش ۲۳۵ صادره اشنویه برابر رای شماره ۱۴۰۴۶۰۳۱۳۰۱۳۰۰۳۲۳۵ هیات [6, 634, 238, 661]
heading-line: آگهی موضوع ماده ۳ قانون و ماده ۱۳ آئین نامه قانون تعیین تکلیف وضعیت ثبتی و اراضی [492, 1019, 715, 1037]
list-item: ۶۶- ششدانگ یک قطعه باغ به مساحت ۳۲۵۴/۸ مترمربع قسمتی از پلاک ۲۶ اصلی مورد تقاضای آقای رحیم بیکی به ش.ش ۲۲۲ صادره اشنویه برابر رای شماره ۱۴۰۴۶۰۳۱۳۰۱۳۰۰۳۱۷۳ هیات [6, 405, 238, 433]
list-item: ۶۷- ششدانگ یک قطعه باغ به مساحت ۶۸۲۸/۵۶ مترمربع قسمتی از پلاک ۲۶ اصلی مورد تقاضای آقای رحیم بیکی به ش.ش ۲۴۰ صادره اشنویه برابر رای شماره ۱۴۰۴۶۰۳۱۳۰۱۳۰۰۳۱۷۵ هیات [6, 438, 238, 465]
signature-line: مظاهر عباسی- رئیس اداره ثبت اسناد و املاک [533, 738, 674, 746]
publication-date: تاریخ انتشار نوبت دوم: ۱۴۰۴/۱۰/۲۲ [552, 551, 655, 558]
article-separator [488, 338, 720, 341]
list-item: ۳۳- ششدانگ یک قطعه باغ به مساحت ۱۵۲۱/۹ مترمربع قسمتی از پلاک ۲۶ اصلی مورد تقاضای آقای عبدالقادر محمدی به ش.ش ۳۱۸ صادره اشنویه برابر رای شماره ۱۴۰۴۶۰۳۱۳۰۱۳۰۰۳۲۸۰ هیات [246, 654, 479, 682]
signature-line: سعید بهرامی- رئیس اداره ثبت اسناد و املاک [776, 378, 913, 386]
